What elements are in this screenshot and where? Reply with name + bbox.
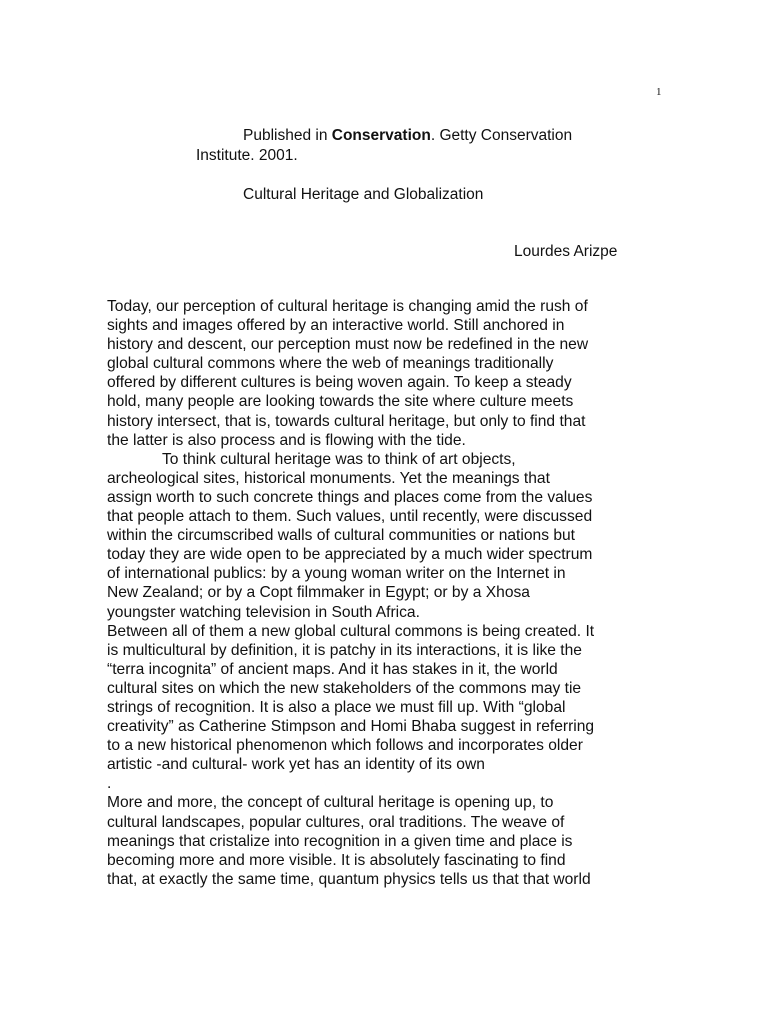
- body-line: today they are wide open to be appreciated by a much wider spectrum: [107, 546, 593, 564]
- body-line: Today, our perception of cultural heritage is changing amid the rush of: [107, 298, 588, 315]
- body-line: global cultural commons where the web of meanings traditionally: [107, 355, 554, 373]
- publication-prefix: Published in: [243, 127, 332, 144]
- body-line: hold, many people are looking towards the site where culture meets: [107, 393, 574, 411]
- body-line: offered by different cultures is being woven again. To keep a steady: [107, 374, 572, 392]
- body-line: assign worth to such concrete things and places come from the values: [107, 488, 593, 506]
- body-line: Between all of them a new global cultural commons is being created. It: [107, 622, 595, 640]
- body-line: youngster watching television in South Africa.: [107, 603, 420, 621]
- body-line: “terra incognita” of ancient maps. And it has stakes in it, the world: [107, 660, 558, 678]
- body-line: that, at exactly the same time, quantum physics tells us that that world: [107, 870, 591, 888]
- body-line: cultural landscapes, popular cultures, oral traditions. The weave of: [107, 813, 565, 831]
- body-line: New Zealand; or by a Copt filmmaker in Egypt; or by a Xhosa: [107, 584, 530, 602]
- body-line: archeological sites, historical monuments. Yet the meanings that: [107, 469, 550, 487]
- body-line: to a new historical phenomenon which follows and incorporates older: [107, 737, 583, 755]
- page-number: 1: [656, 86, 662, 98]
- publication-suffix: . Getty Conservation: [430, 127, 573, 144]
- body-line: that people attach to them. Such values, until recently, were discussed: [107, 508, 593, 526]
- body-line: within the circumscribed walls of cultural communities or nations but: [107, 527, 576, 545]
- body-line: To think cultural heritage was to think of art objects,: [162, 450, 516, 468]
- body-line: becoming more and more visible. It is absolutely fascinating to find: [107, 851, 566, 869]
- publication-note: [196, 126, 636, 165]
- body-line: strings of recognition. It is also a place we must fill up. With “global: [107, 698, 566, 716]
- body-line: creativity” as Catherine Stimpson and Homi Bhaba suggest in referring: [107, 718, 595, 736]
- body-line: is multicultural by definition, it is patchy in its interactions, it is like the: [107, 641, 582, 659]
- body-line: sights and images offered by an interactive world. Still anchored in: [107, 317, 565, 335]
- body-line: artistic -and cultural- work yet has an identity of its own: [107, 756, 485, 774]
- body-line: More and more, the concept of cultural heritage is opening up, to: [107, 794, 554, 812]
- body-text: [107, 297, 667, 889]
- document-title: Cultural Heritage and Globalization: [243, 186, 484, 203]
- author-name: Lourdes Arizpe: [514, 243, 618, 260]
- body-line: .: [107, 775, 112, 793]
- journal-name: Conservation: [331, 127, 431, 144]
- body-line: cultural sites on which the new stakeholders of the commons may tie: [107, 679, 582, 697]
- body-line: history and descent, our perception must now be redefined in the new: [107, 336, 589, 354]
- body-line: meanings that cristalize into recognition in a given time and place is: [107, 832, 573, 850]
- body-line: history intersect, that is, towards cultural heritage, but only to find that: [107, 412, 586, 430]
- body-line: of international publics: by a young woman writer on the Internet in: [107, 565, 566, 583]
- body-line: the latter is also process and is flowing with the tide.: [107, 431, 466, 449]
- publication-institute-line: Institute. 2001.: [196, 146, 298, 164]
